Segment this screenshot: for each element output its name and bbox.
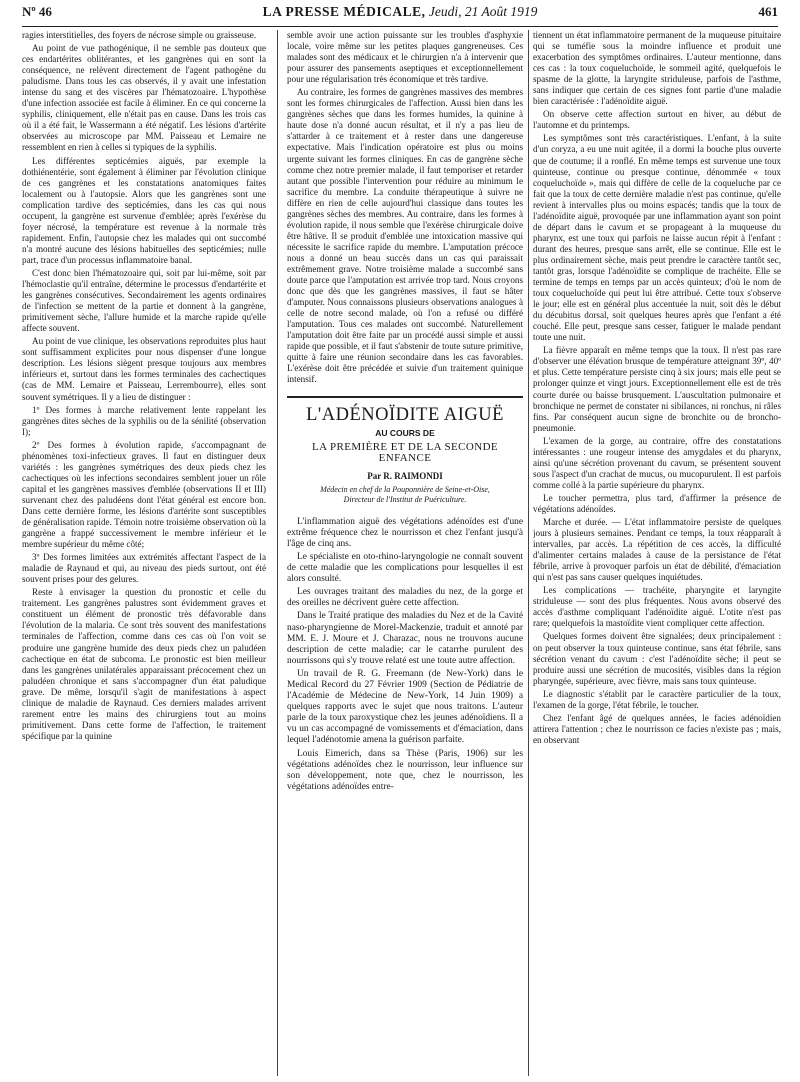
paragraph: Les complications — trachéite, pharyngite et laryngite striduleuse — sont des plus fréquentes. Nous avons observé des accès d'asthme compliquant l'adénoïdite aiguë. L'otite n'est pas rare; quelquefois la mastoïdite vient compliquer cette affection. [533,585,781,629]
article-subtitle-1: AU COURS DE [375,427,435,438]
paragraph: Les symptômes sont très caractéristiques. L'enfant, à la suite d'un coryza, a eu une nuit agitée, il a dormi la bouche plus ouverte que de coutume; il a ronflé. En même temps est survenue une toux quinteuse, continue ou presque continue, dénommée « toux coqueluchoïde », mais qui diffère de celle de la coqueluche par ce fait que la toux de cette dernière maladie n'est pas continue, qu'elle revient à intervalles plus ou moins espacés; tandis que la toux de l'adénoïdite aiguë, provoquée par une inflammation ayant son point de départ dans le cavum et se propageant à la muqueuse du pharynx, est une toux qui parfois ne laisse aucun répit à l'enfant : durant des heures, presque sans arrêt, elle se continue. Elle est le plus ordinairement sèche, mais peut prendre le caractère tantôt sec, tantôt gras, lorsque l'adénoïdite se complique de trachéite. Elle se termine de temps en temps par un accès quinteux; d'où le nom de toux coqueluchoïde qui peut lui être attribué. Cette toux s'observe le jour; elle est en général plus accentuée la nuit, soit dès le début du décubitus dorsal, soit quelques heures après que l'enfant a été couché. Elle peut, presque sans cesser, fatiguer le malade pendant toute une nuit. [533,133,781,343]
paragraph: Dans le Traité pratique des maladies du Nez et de la Cavité naso-pharyngienne de Morel-Mackenzie, traduit et annoté par MM. E. J. Moure et J. Charazac, nous ne trouvons aucune description de cette maladie; car le catarrhe purulent des nourrissons qui s'y trouve relaté est une toute autre affection. [287,611,523,666]
paragraph: Un travail de R. G. Freemann (de New-York) dans le Medical Record du 27 Février 1909 (Section de Pédiatrie de l'Académie de Médecine de New-York, 14 Juin 1909) a quelques rapports avec le sujet que nous traitons. L'auteur parle de la toux paroxystique chez les jeunes adénoïdiens. Il a vu un cas accompagné de vomissements et d'émaciation, dans lequel l'adénotomie amena la guérison parfaite. [287,668,523,746]
affiliation-line: Médecin en chef de la Pouponnière de Seine-et-Oise, [320,484,490,494]
paragraph: semble avoir une action puissante sur les troubles d'asphyxie locale, voire même sur les petites plaques gangreneuses. Ces malades sont des médicaux et le chirurgien n'a à intervenir que pour assurer des pansements aseptiques et exceptionnellement pour une régularisation très économique et très tardive. [287,30,523,85]
paragraph: 2º Des formes à évolution rapide, s'accompagnant de phénomènes toxi-infectieux graves. Il faut en distinguer deux variétés : les gangrènes symétriques des deux pieds chez les cachectiques où les infections secondaires semblent jouer un rôle capital et les gangrènes massives d'emblée (observations II et III) survenant chez des paludéens dont l'état général est encore bon. Dans cette dernière forme, les lésions d'artérite sont susceptibles de généralisation rapide. Témoin notre troisième observation où la gangrène a frappé successivement le membre inférieur et le membre supérieur du même côté; [22,439,266,550]
paragraph: Marche et durée. — L'état inflammatoire persiste de quelques jours à plusieurs semaines. Pendant ce temps, la toux réapparaît à intervalles, par accès. La répétition de ces accès, la difficulté d'alimenter certains malades à cause de la persistance de l'état fébrile, arrive à provoquer parfois un état de débilité, d'émaciation qui n'est pas sans causer quelques inquiétudes. [533,517,781,583]
paragraph: ragies interstitielles, des foyers de nécrose simple ou graisseuse. [22,30,257,40]
affiliation-line: Directeur de l'Institut de Puériculture. [343,494,467,504]
article-body [287,517,523,793]
paragraph: Le toucher permettra, plus tard, d'affirmer la présence de végétations adénoïdes. [533,492,781,514]
paragraph: Reste à envisager la question du pronostic et celle du traitement. Les gangrènes palustres sont évidemment graves et constituent un élément de pronostic très défavorable dans l'évolution de la malaria. Ce sont très souvent des manifestations terminales de l'affection, comme dans ces cas où l'on voit se produire une gangrène humide des deux pieds chez un paludéen cachectique en état de subcoma. Le pronostic est bien meilleur dans les gangrènes unilatérales apparaissant précocement chez un paludéen chronique et sans s'accompagner d'un état paludique grave. De même, lorsqu'il s'agit de manifestations à aspect clinique de maladie de Raynaud. Ces derniers malades arrivent rarement entre les mains des chirurgiens tout au moins primitivement. Dans cette forme de l'affection, le traitement spécifique par la quinine [22,587,266,741]
running-header [22,4,778,27]
issue-number: Nº 46 [22,4,52,19]
paragraph: Au point de vue clinique, les observations reproduites plus haut sont suffisamment explicites pour nous dispenser d'une longue description. Les lésions siègent presque toujours aux membres inférieurs et, surtout dans les formes terminales des cachectiques (cas de MM. Lemaire et Paisseau, Lerrembourre), elles sont souvent symétriques. Il y a lieu de distinguer : [22,336,266,402]
issue-date: Jeudi, 21 Août 1919 [425,4,538,19]
column-1 [22,30,266,1076]
paragraph: L'inflammation aiguë des végétations adénoïdes est d'une extrême fréquence chez le nourrisson et chez l'enfant jusqu'à l'âge de cinq ans. [287,516,523,549]
paragraph: L'examen de la gorge, au contraire, offre des constatations intéressantes : une rougeur intense des amygdales et du pharynx, ainsi qu'une sécrétion provenant du cavum, se présentent souvent sous l'aspect d'un crachat de mucus, ou mucopurulent. Il est parfois comme collé à la partie supérieure du pharynx. [533,435,781,490]
page-number: 461 [758,4,778,19]
column-3 [533,30,781,1076]
paragraph: 3º Des formes limitées aux extrémités affectant l'aspect de la maladie de Raynaud et qui, au niveau des pieds surtout, ont été souvent prises pour des gelures. [22,552,266,585]
paragraph: Le diagnostic s'établit par le caractère particulier de la toux, l'examen de la gorge, l'état fébrile, le toucher. [533,688,781,710]
column-2 [287,30,523,1076]
article-title: L'ADÉNOÏDITE AIGUË [306,404,504,425]
paragraph: tiennent un état inflammatoire permanent de la muqueuse pituitaire qui se tuméfie sous la moindre influence et produit une exacerbation des symptômes ordinaires. L'auteur mentionne, dans ces cas : la toux coqueluchoïde, le sommeil agité, quelquefois le spasme de la glotte, la laryngite striduleuse, parfois de l'asthme, sans indiquer que certain de ces signes font partie d'une maladie bien caractérisée : l'adénoïdite aiguë. [533,30,781,107]
paragraph: Quelques formes doivent être signalées; deux principalement : on peut observer la toux quinteuse continue, sans état fébrile, sans sécrétion venant du cavum : c'est l'adénoïdite sèche; il peut se produire aussi une sécrétion de mucosités, visibles dans la région pharyngée, supérieure, avec fièvre, mais sans toux quinteuse. [533,631,781,686]
paragraph: C'est donc bien l'hématozoaire qui, soit par lui-même, soit par l'hémoclastie qu'il entraîne, détermine le processus d'endartérite et les gangrènes consécutives. Secondairement les agents ordinaires de l'infection se mettent de la partie et donnent à la gangrène, primitivement sèche, l'allure humide et la marche rapide qu'elle affecte souvent. [22,267,266,334]
paragraph: Chez l'enfant âgé de quelques années, le facies adénoïdien attirera l'attention ; chez le nourrisson ce facies n'existe pas ; mais, en observant [533,712,781,745]
paragraph: Au point de vue pathogénique, il ne semble pas douteux que ces endartérites oblitérantes, et les gangrènes qui en sont la conséquence, ne relèvent directement de l'agent pathogène du paludisme. Dans tous les cas observés, il y avait une infestation intense du sang et des viscères par l'hématozoaire. L'hypothèse d'une infection associée est facile à éliminer. En ce qui concerne la syphilis, cliniquement, elle n'était pas en cause. Dans les trois cas où il a été fait, le Wassermann a été négatif. Les lésions d'artérite observées au microscope par MM. Paisseau et Lemaire ne ressemblent en rien à celles si typiques de la syphilis. [22,43,266,153]
article-separator [287,396,523,398]
article-subtitle-2: LA PREMIÈRE ET DE LA SECONDE ENFANCE [311,440,499,464]
paragraph: Le spécialiste en oto-rhino-laryngologie ne connaît souvent de cette maladie que les complications pour lesquelles il est alors consulté. [287,551,523,585]
paragraph: Les différentes septicémies aiguës, par exemple la dothiénentérie, sont également à éliminer par l'évolution clinique de ces gangrènes et les constatations anatomiques faites localement ou à l'autopsie. Alors que les gangrènes sont une complication tardive des septicémies, dans les cas qui nous occupent, la gangrène est survenue d'emblée; après l'exérèse du foyer nécrosé, la température est revenue à la normale très rapidement. Enfin, l'autopsie chez les malades qui ont succombé n'a montré aucune des lésions habituelles des septicémies; nulle part, trace d'un processus inflammatoire banal. [22,155,266,265]
paragraph: Les ouvrages traitant des maladies du nez, de la gorge et des oreilles ne décrivent guère cette affection. [287,587,523,609]
paragraph: Au contraire, les formes de gangrènes massives des membres sont les formes chirurgicales de l'affection. Aussi bien dans les gangrènes sèches que dans les formes humides, la quinine à haute dose n'a donné aucun résultat, et il n'y a pas lieu de s'attarder à ce traitement et à rester dans une dangereuse expectative. Mais l'indication opératoire est plus ou moins urgente suivant les formes cliniques. En cas de gangrène sèche comme chez notre premier malade, il faut temporiser et retarder autant que possible l'intervention pour réduire au minimum le sacrifice du membre. La conduite thérapeutique à suivre ne diffère en rien de celle aujourd'hui classique dans toutes les gangrènes sèches des membres. Au contraire, dans les formes à évolution rapide, il nous semble que l'exérèse chirurgicale doive être hâtive. Il se produit d'emblée une intoxication massive qui nécessite le sacrifice rapide du membre. L'amputation précoce nous a donné un beau succès dans un cas qui paraissait extrêmement grave. Notre troisième malade a succombé sans doute parce que l'amputation est arrivée trop tard. Nous croyons donc que dès que les gangrènes massives, il faut se hâter d'amputer. Nous connaissons plusieurs observations analogues à celle de notre second malade, où l'on a refusé ou différé l'amputation. Tous ces malades ont succombé. Naturellement l'amputation doit être faite par un procédé aussi simple et aussi rapide que possible, et il faut s'abstenir de toute suture primitive, quitte à faire une réunion secondaire dans les cas favorables. L'exérèse doit être précédée et suivie d'un traitement quinique intensif. [287,87,523,385]
column-rule [528,30,529,1076]
journal-masthead [22,4,778,20]
paragraph: La fièvre apparaît en même temps que la toux. Il n'est pas rare d'observer une élévation brusque de température atteignant 39º, 40º et plus. Cette température persiste cinq à six jours; mais elle peut se prolonger quinze et vingt jours. Exceptionnellement elle est de très courte durée ou baisse brusquement. L'auscultation pulmonaire et bronchique ne permet de constater ni sibilances, ni ronchus, ni râles fins. Par conséquent aucun signe de bronchite ou de broncho-pneumonie. [533,345,781,433]
column-rule [277,30,278,1076]
journal-name: LA PRESSE MÉDICALE, [262,4,426,19]
author-affiliation [287,485,523,505]
paragraph: On observe cette affection surtout en hiver, au début de l'automne et du printemps. [533,109,781,131]
paragraph: 1º Des formes à marche relativement lente rappelant les gangrènes dites sèches de la syphilis ou de la sénilité (observation I); [22,404,266,437]
paragraph: Louis Eimerich, dans sa Thèse (Paris, 1906) sur les végétations adénoïdes chez le nourrisson, leur influence sur son développement, note que, chez le nourrisson, les végétations adénoïdes entre- [287,748,523,792]
article-author: Par R. RAIMONDI [367,470,443,481]
